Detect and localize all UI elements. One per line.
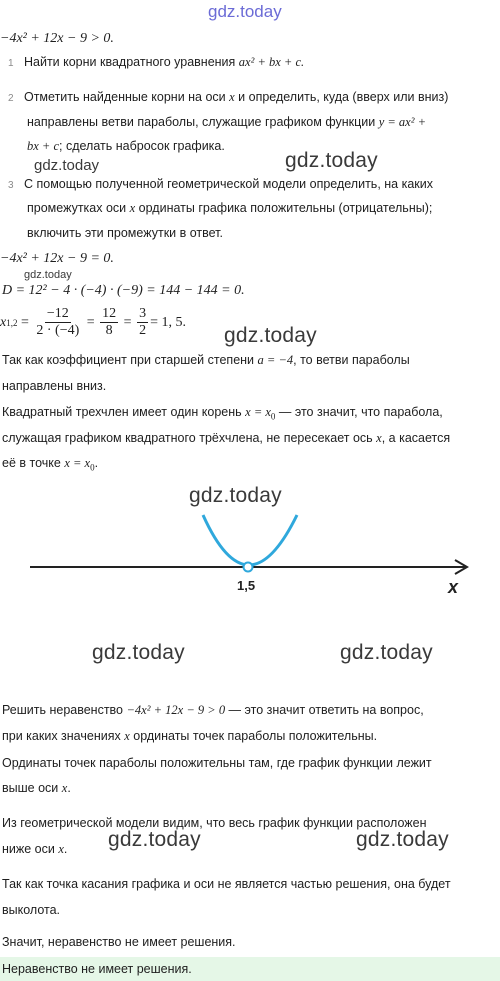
top-watermark: gdz.today (208, 2, 282, 21)
conclusion: Значит, неравенство не имеет решения. (2, 935, 236, 949)
step-2-line-1 (8, 90, 448, 105)
paragraph-single-root: Квадратный трехчлен имеет один корень $x = x_0$ — это значит, что парабола, (2, 405, 443, 422)
axis-label: x (448, 577, 459, 597)
step-text: Отметить найденные корни на оси (23, 90, 230, 104)
quadratic-equation: −4x² + 12x − 9 = 0. (0, 251, 114, 266)
step-math: x (229, 90, 235, 104)
step-3-line-3 (27, 226, 223, 240)
paragraph-positive: Ординаты точек параболы положительны там, где график функции лежит (2, 756, 432, 770)
step-text: Найти корни квадратного уравнения (23, 55, 239, 69)
watermark-text: gdz.today (189, 484, 282, 507)
step-3-line-2 (27, 201, 432, 216)
paragraph-branches: Так как коэффициент при старшей степени a = −4, то ветви параболы (2, 353, 410, 367)
main-inequality: −4x² + 12x − 9 > 0. (0, 31, 114, 46)
roots-sub: 1,2 (6, 317, 18, 328)
step-text: промежутках оси (27, 201, 130, 215)
paragraph-branches-2: направлены вниз. (2, 379, 107, 393)
paragraph-positive-2: выше оси x. (2, 781, 71, 795)
watermark-text: gdz.today (34, 157, 100, 174)
fraction: $\frac{3}{2}$ (139, 306, 147, 338)
watermark-text: gdz.today (356, 828, 449, 851)
step-1 (8, 55, 304, 70)
step-text: включить эти промежутки в ответ. (27, 226, 223, 240)
discriminant: D = 12² − 4 · (−4) · (−9) = 144 − 144 = 0. (2, 283, 245, 298)
answer-box (0, 957, 500, 981)
paragraph-single-root-3: её в точке $x = x_0$. (2, 456, 99, 473)
roots-formula: x 1,2 = $\frac{-12}{2 \cdot (-4)}$ = $\frac{12}{8}$ = $\frac{3}{2}$ = 1, 5. (0, 306, 186, 338)
paragraph-single-root-2: служащая графиком квадратного трёхчлена, не пересекает ось x, а касается (2, 431, 451, 445)
step-3-line-1 (8, 177, 433, 191)
step-2-line-2 (27, 115, 426, 130)
watermark-text: gdz.today (92, 641, 185, 664)
watermark-text: gdz.today (285, 149, 378, 172)
step-math: ax² + bx + c. (238, 55, 305, 69)
answer-text: Неравенство не имеет решения. (2, 962, 192, 976)
parabola-graph (0, 505, 500, 605)
roots-lhs: x (0, 314, 7, 330)
paragraph-tangent: Так как точка касания графика и оси не является частью решения, она будет (2, 877, 451, 891)
step-number: 2 (8, 93, 14, 104)
fraction: $\frac{12}{8}$ (102, 306, 117, 338)
roots-tail: = 1, 5. (150, 314, 186, 330)
step-math: bx + c (27, 139, 60, 153)
step-math: x (129, 201, 136, 215)
step-text: направлены ветви параболы, служащие графиком функции (27, 115, 379, 129)
step-text: ; сделать набросок графика. (59, 139, 225, 153)
watermark-text: gdz.today (340, 641, 433, 664)
watermark-text: gdz.today (224, 324, 317, 347)
step-text: и определить, куда (вверх или вниз) (234, 90, 449, 104)
paragraph-below: Из геометрической модели видим, что весь график функции расположен (2, 816, 427, 830)
step-2-line-3 (27, 139, 225, 154)
fraction: $\frac{-12}{2 \cdot (-4)}$ (36, 306, 80, 338)
watermark-text: gdz.today (24, 269, 72, 281)
step-text: ординаты графика положительны (отрицательны); (135, 201, 433, 215)
step-number: 1 (8, 58, 14, 69)
step-number: 3 (8, 180, 14, 191)
watermark-text: gdz.today (108, 828, 201, 851)
tangent-point (244, 563, 253, 572)
parabola-curve (203, 515, 297, 565)
paragraph-solve-2: при каких значениях x ординаты точек параболы положительны. (2, 729, 378, 743)
point-label: 1,5 (237, 578, 256, 593)
step-math: y = ax² + (378, 115, 427, 129)
paragraph-tangent-2: выколота. (2, 903, 61, 917)
paragraph-below-2: ниже оси x. (2, 842, 68, 856)
step-text: С помощью полученной геометрической модели определить, на каких (23, 177, 433, 191)
paragraph-solve: Решить неравенство −4x² + 12x − 9 > 0 — это значит ответить на вопрос, (2, 703, 424, 717)
